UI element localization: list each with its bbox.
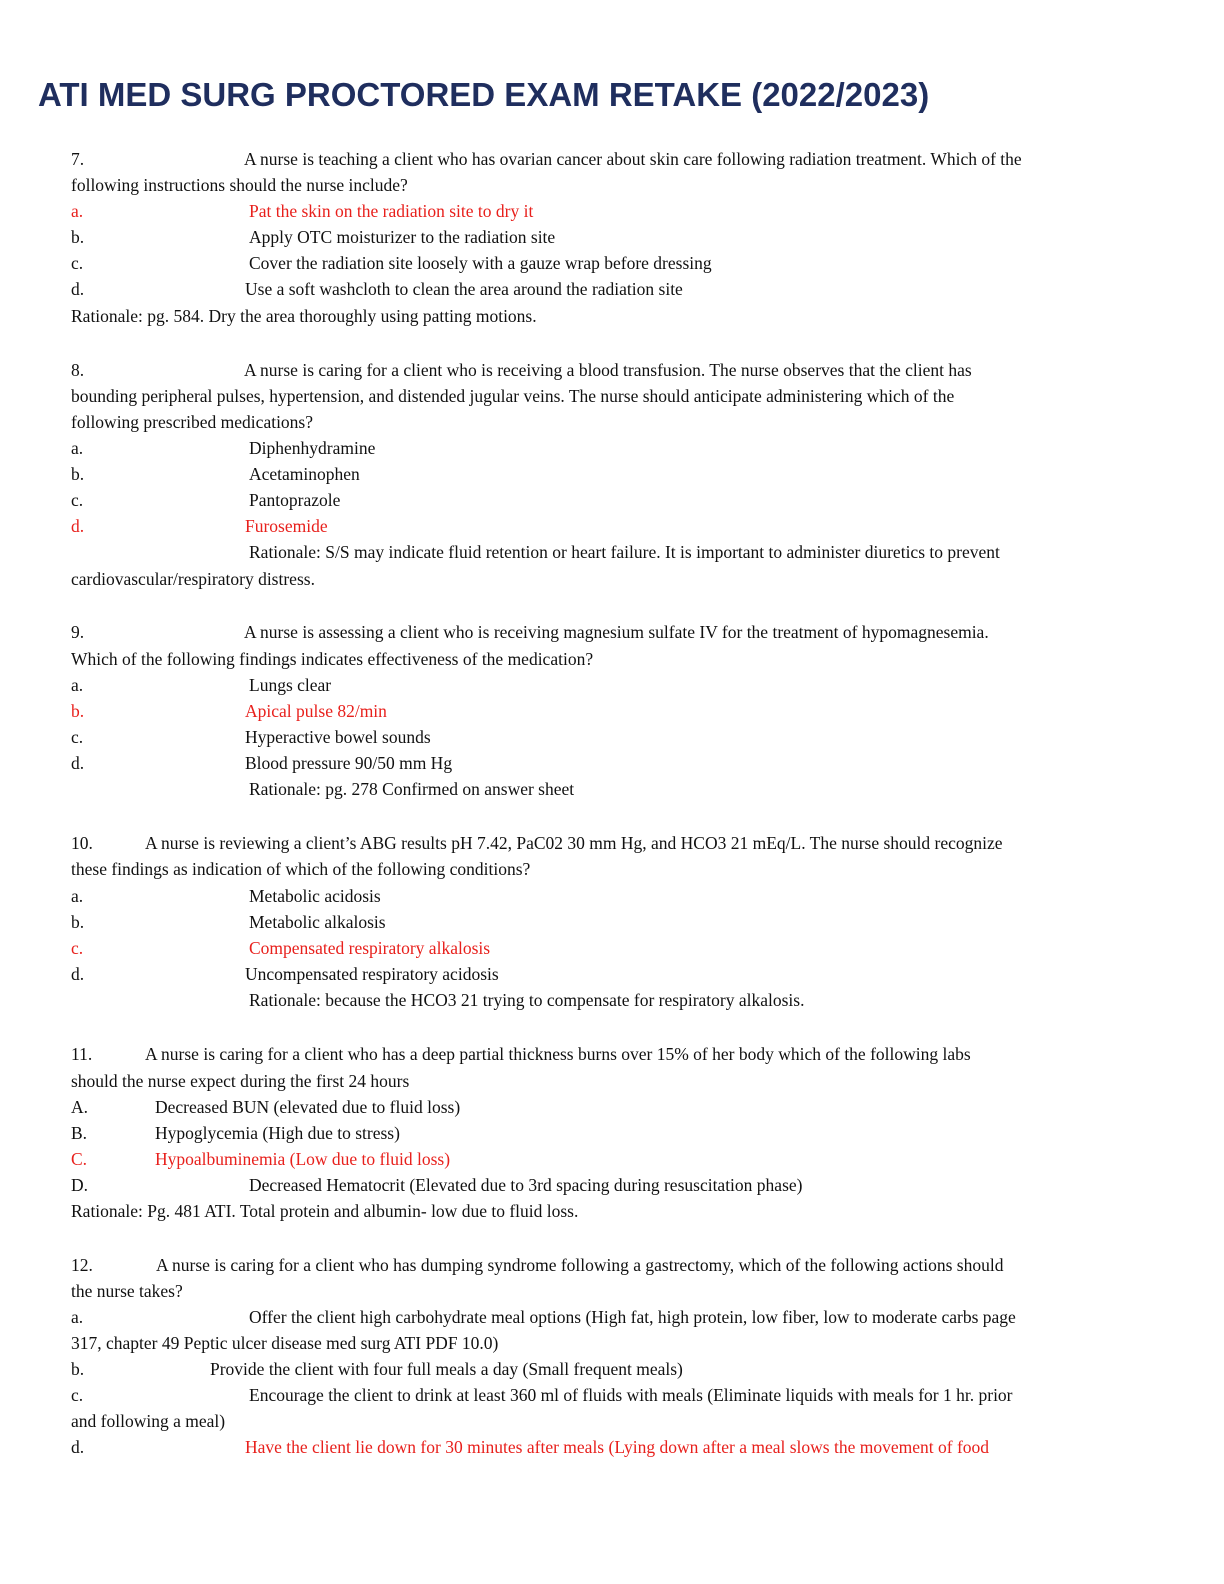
q11-rationale: Rationale: Pg. 481 ATI. Total protein and albumin- low due to fluid loss. [71, 1201, 579, 1221]
q12-option-a-label: a. [71, 1307, 84, 1327]
q11-number: 11. [71, 1044, 93, 1064]
q10-option-b-label: b. [71, 912, 85, 932]
q9-rationale: Rationale: pg. 278 Confirmed on answer sheet [249, 779, 575, 799]
q8-rationale-line1: Rationale: S/S may indicate fluid retention or heart failure. It is important to administer diuretics to prevent [249, 542, 1000, 562]
q7-stem-line2: following instructions should the nurse include? [71, 175, 408, 195]
q7-number: 7. [71, 149, 85, 169]
q9-number: 9. [71, 622, 85, 642]
q8-stem-line1: A nurse is caring for a client who is receiving a blood transfusion. The nurse observes that the client has [244, 360, 972, 380]
q8-option-d-label: d. [71, 516, 85, 536]
q9-stem-line1: A nurse is assessing a client who is receiving magnesium sulfate IV for the treatment of hypomagnesemia. [244, 622, 989, 642]
q7-option-a-text: Pat the skin on the radiation site to dry it [249, 201, 534, 221]
q9-stem-line2: Which of the following findings indicates effectiveness of the medication? [71, 649, 594, 669]
q7-option-d-label: d. [71, 279, 85, 299]
q8-stem-line3: following prescribed medications? [71, 412, 314, 432]
q8-option-c-label: c. [71, 490, 84, 510]
q12-stem-line2: the nurse takes? [71, 1281, 183, 1301]
q8-stem-line2: bounding peripheral pulses, hypertension, and distended jugular veins. The nurse should anticipate administering which of the [71, 386, 955, 406]
q11-option-a-text: Decreased BUN (elevated due to fluid loss) [155, 1097, 461, 1117]
q12-option-c-text: Encourage the client to drink at least 360 ml of fluids with meals (Eliminate liquids with meals for 1 hr. prior [249, 1385, 1013, 1405]
q10-number: 10. [71, 833, 93, 853]
q7-rationale: Rationale: pg. 584. Dry the area thoroughly using patting motions. [71, 306, 537, 326]
q9-option-a-text: Lungs clear [249, 675, 332, 695]
q12-stem-line1: A nurse is caring for a client who has dumping syndrome following a gastrectomy, which of the following actions should [156, 1255, 1004, 1275]
q10-rationale: Rationale: because the HCO3 21 trying to compensate for respiratory alkalosis. [249, 990, 805, 1010]
q11-option-c-text: Hypoalbuminemia (Low due to fluid loss) [155, 1149, 451, 1169]
q12-option-c-label: c. [71, 1385, 84, 1405]
q8-option-b-label: b. [71, 464, 85, 484]
q7-option-c-text: Cover the radiation site loosely with a gauze wrap before dressing [249, 253, 712, 273]
q11-option-d-label: D. [71, 1175, 89, 1195]
q12-option-c-text-line2: and following a meal) [71, 1411, 226, 1431]
q9-option-c-text: Hyperactive bowel sounds [245, 727, 431, 747]
q8-option-d-text: Furosemide [245, 516, 328, 536]
q9-option-d-text: Blood pressure 90/50 mm Hg [245, 753, 453, 773]
q12-option-a-text-line2: 317, chapter 49 Peptic ulcer disease med surg ATI PDF 10.0) [71, 1333, 499, 1353]
q9-option-b-text: Apical pulse 82/min [245, 701, 387, 721]
q10-option-d-text: Uncompensated respiratory acidosis [245, 964, 499, 984]
q7-option-a-label: a. [71, 201, 84, 221]
q8-option-c-text: Pantoprazole [249, 490, 341, 510]
q8-option-a-label: a. [71, 438, 84, 458]
q7-option-c-label: c. [71, 253, 84, 273]
q11-option-a-label: A. [71, 1097, 89, 1117]
q11-stem-line1: A nurse is caring for a client who has a deep partial thickness burns over 15% of her body which of the following labs [145, 1044, 971, 1064]
q10-option-a-label: a. [71, 886, 84, 906]
q12-option-b-label: b. [71, 1359, 85, 1379]
q8-option-b-text: Acetaminophen [249, 464, 360, 484]
q9-option-d-label: d. [71, 753, 85, 773]
q10-option-d-label: d. [71, 964, 85, 984]
q10-option-c-label: c. [71, 938, 84, 958]
q12-option-d-label: d. [71, 1437, 85, 1457]
q11-option-d-text: Decreased Hematocrit (Elevated due to 3rd spacing during resuscitation phase) [249, 1175, 803, 1195]
q8-option-a-text: Diphenhydramine [249, 438, 376, 458]
q7-option-b-text: Apply OTC moisturizer to the radiation site [249, 227, 556, 247]
q8-rationale-line2: cardiovascular/respiratory distress. [71, 569, 315, 589]
q10-stem-line2: these findings as indication of which of the following conditions? [71, 859, 531, 879]
q7-option-d-text: Use a soft washcloth to clean the area around the radiation site [245, 279, 683, 299]
q7-option-b-label: b. [71, 227, 85, 247]
page-title: ATI MED SURG PROCTORED EXAM RETAKE (2022/2023) [38, 76, 930, 113]
q11-option-c-label: C. [71, 1149, 88, 1169]
q9-option-a-label: a. [71, 675, 84, 695]
q10-option-b-text: Metabolic alkalosis [249, 912, 386, 932]
q12-number: 12. [71, 1255, 93, 1275]
q9-option-b-label: b. [71, 701, 85, 721]
q9-option-c-label: c. [71, 727, 84, 747]
q11-option-b-label: B. [71, 1123, 88, 1143]
q11-stem-line2: should the nurse expect during the first 24 hours [71, 1071, 410, 1091]
q11-option-b-text: Hypoglycemia (High due to stress) [155, 1123, 400, 1143]
q8-number: 8. [71, 360, 85, 380]
q12-option-a-text: Offer the client high carbohydrate meal options (High fat, high protein, low fiber, low to moderate carbs page [249, 1307, 1016, 1327]
q12-option-b-text: Provide the client with four full meals a day (Small frequent meals) [210, 1359, 683, 1379]
q10-option-c-text: Compensated respiratory alkalosis [249, 938, 491, 958]
q7-stem-line1: A nurse is teaching a client who has ovarian cancer about skin care following radiation treatment. Which of the [244, 149, 1022, 169]
q12-option-d-text: Have the client lie down for 30 minutes after meals (Lying down after a meal slows the movement of food [245, 1437, 990, 1457]
q10-stem-line1: A nurse is reviewing a client’s ABG results pH 7.42, PaC02 30 mm Hg, and HCO3 21 mEq/L. The nurse should recognize [145, 833, 1003, 853]
q10-option-a-text: Metabolic acidosis [249, 886, 381, 906]
